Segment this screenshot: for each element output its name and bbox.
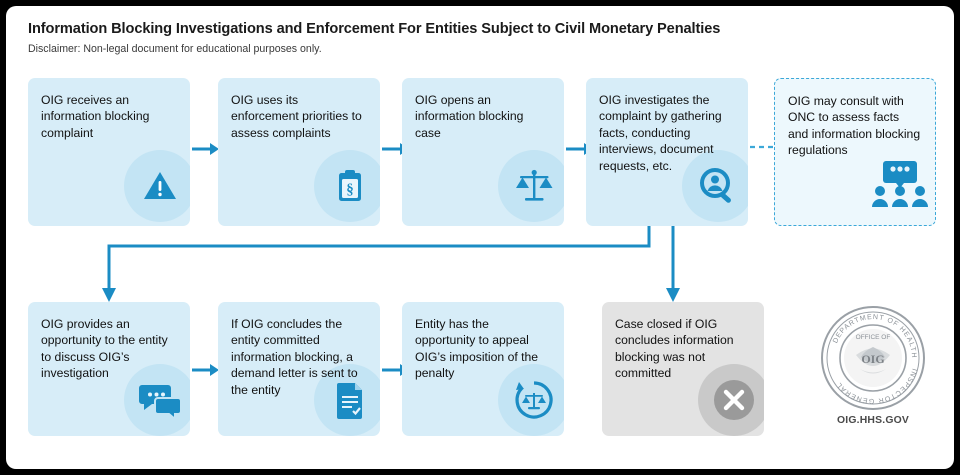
warning-triangle-icon bbox=[124, 150, 190, 222]
seal-ring-bottom: INSPECTOR GENERAL bbox=[835, 367, 918, 405]
flow-step-7-label: If OIG concludes the entity committed information blocking, a demand letter is sent to the entity bbox=[231, 317, 358, 397]
arrow-step6-step7 bbox=[192, 362, 220, 378]
flow-step-5[interactable] bbox=[774, 78, 936, 226]
connector-step4-step5 bbox=[750, 144, 776, 150]
flow-step-6[interactable] bbox=[28, 302, 190, 436]
flow-step-4-label: OIG investigates the complaint by gathering facts, conducting interviews, document requests, etc. bbox=[599, 93, 722, 173]
diagram-canvas bbox=[6, 6, 954, 469]
flow-step-1-label: OIG receives an information blocking complaint bbox=[41, 93, 150, 140]
seal-label: OIG.HHS.GOV bbox=[836, 415, 910, 426]
flow-step-2-label: OIG uses its enforcement priorities to assess complaints bbox=[231, 93, 362, 140]
page-title: Information Blocking Investigations and Enforcement For Entities Subject to Civil Monetary Penalties bbox=[28, 21, 721, 37]
flow-step-8-label: Entity has the opportunity to appeal OIG’s imposition of the penalty bbox=[415, 317, 539, 381]
arrow-step4-step6 bbox=[94, 226, 664, 304]
flow-step-9-label: Case closed if OIG concludes information blocking was not committed bbox=[615, 317, 734, 381]
flow-step-4[interactable] bbox=[586, 78, 748, 226]
clipboard-policy-icon bbox=[314, 150, 380, 222]
flow-step-8[interactable] bbox=[402, 302, 564, 436]
flow-step-2[interactable] bbox=[218, 78, 380, 226]
arrow-step4-case-closed bbox=[661, 226, 685, 304]
seal-ring-top: DEPARTMENT OF HEALTH bbox=[832, 313, 918, 359]
oig-seal bbox=[818, 303, 928, 433]
flow-step-9-case-closed[interactable] bbox=[602, 302, 764, 436]
svg-text:§: § bbox=[346, 182, 354, 198]
scales-of-justice-icon bbox=[498, 150, 564, 222]
seal-inner-text: OIG bbox=[861, 352, 885, 366]
flow-step-3[interactable] bbox=[402, 78, 564, 226]
arrow-step1-step2 bbox=[192, 141, 220, 157]
flow-step-6-label: OIG provides an opportunity to the entity to discuss OIG’s investigation bbox=[41, 317, 168, 381]
flow-step-1[interactable] bbox=[28, 78, 190, 226]
seal-office-text: OFFICE OF bbox=[855, 334, 891, 341]
disclaimer-text: Disclaimer: Non-legal document for educational purposes only. bbox=[28, 43, 322, 55]
flow-step-7[interactable] bbox=[218, 302, 380, 436]
oig-seal-graphic bbox=[818, 303, 928, 413]
people-group-icon bbox=[865, 155, 935, 211]
flow-step-3-label: OIG opens an information blocking case bbox=[415, 93, 524, 140]
flow-step-5-label: OIG may consult with ONC to assess facts and information blocking regulations bbox=[788, 94, 921, 158]
